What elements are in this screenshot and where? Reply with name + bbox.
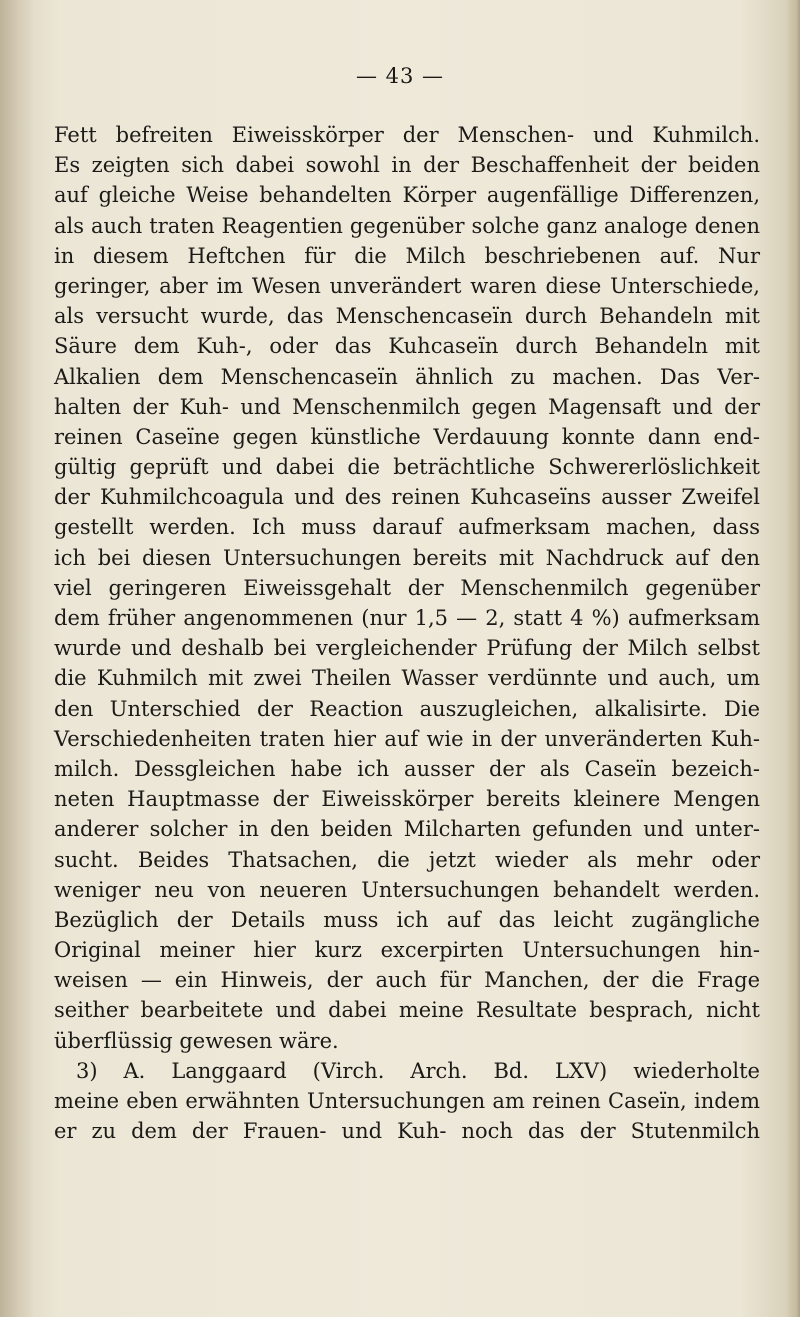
text-line: weniger neu von neueren Untersuchungen behandelt werden.	[54, 877, 760, 902]
text-line: als versucht wurde, das Menschencaseïn durch Behandeln mit	[54, 304, 760, 329]
text-line: Original meiner hier kurz excerpirten Untersuchungen hin-	[54, 938, 760, 963]
text-line: Es zeigten sich dabei sowohl in der Beschaffenheit der beiden	[54, 153, 760, 178]
text-line: reinen Caseïne gegen künstliche Verdauung konnte dann end-	[54, 424, 760, 449]
text-line: gültig geprüft und dabei die beträchtliche Schwererlöslichkeit	[54, 455, 760, 480]
page-binding-shadow	[0, 0, 34, 1317]
text-line: anderer solcher in den beiden Milcharten gefunden und unter-	[54, 817, 760, 842]
text-line: auf gleiche Weise behandelten Körper augenfällige Differenzen,	[54, 183, 760, 208]
text-line: Fett befreiten Eiweisskörper der Menschen- und Kuhmilch.	[54, 123, 760, 147]
text-line: Bezüglich der Details muss ich auf das leicht zugängliche	[54, 907, 760, 932]
body-text	[54, 120, 760, 1146]
text-line: wurde und deshalb bei vergleichender Prüfung der Milch selbst	[54, 636, 760, 661]
text-line: sucht. Beides Thatsachen, die jetzt wieder als mehr oder	[54, 847, 760, 872]
text-line: viel geringeren Eiweissgehalt der Menschenmilch gegenüber	[54, 575, 760, 600]
text-line: Säure dem Kuh-, oder das Kuhcaseïn durch Behandeln mit	[54, 334, 760, 359]
text-line: geringer, aber im Wesen unverändert waren diese Unterschiede,	[54, 273, 760, 298]
text-line: er zu dem der Frauen- und Kuh- noch das der Stutenmilch	[54, 1119, 760, 1144]
text-line: gestellt werden. Ich muss darauf aufmerksam machen, dass	[54, 515, 760, 540]
page-number: — 43 —	[355, 64, 445, 88]
text-line: als auch traten Reagentien gegenüber solche ganz analoge denen	[54, 213, 760, 238]
text-line: meine eben erwähnten Untersuchungen am reinen Caseïn, indem	[54, 1089, 760, 1113]
text-line: weisen — ein Hinweis, der auch für Manchen, der die Frage	[54, 968, 760, 993]
text-line: neten Hauptmasse der Eiweisskörper bereits kleinere Mengen	[54, 787, 760, 812]
text-line: dem früher angenommenen (nur 1,5 — 2, statt 4 %) aufmerksam	[54, 606, 760, 630]
text-line: Verschiedenheiten traten hier auf wie in der unveränderten Kuh-	[54, 726, 760, 751]
text-line: der Kuhmilchcoagula und des reinen Kuhcaseïns ausser Zweifel	[54, 485, 760, 510]
text-line: in diesem Heftchen für die Milch beschriebenen auf. Nur	[54, 243, 760, 268]
text-line: überflüssig gewesen wäre.	[54, 1028, 339, 1053]
page-edge-shadow	[786, 0, 800, 1317]
text-line: Alkalien dem Menschencaseïn ähnlich zu machen. Das Ver-	[54, 364, 760, 389]
text-line: ich bei diesen Untersuchungen bereits mit Nachdruck auf den	[54, 545, 760, 570]
text-line: 3) A. Langgaard (Virch. Arch. Bd. LXV) wiederholte	[76, 1058, 760, 1083]
text-line: die Kuhmilch mit zwei Theilen Wasser verdünnte und auch, um	[54, 666, 760, 691]
text-line: den Unterschied der Reaction auszugleichen, alkalisirte. Die	[54, 696, 760, 721]
text-line: seither bearbeitete und dabei meine Resultate besprach, nicht	[54, 998, 760, 1023]
text-line: milch. Dessgleichen habe ich ausser der als Caseïn bezeich-	[54, 756, 760, 781]
text-line: halten der Kuh- und Menschenmilch gegen Magensaft und der	[54, 394, 760, 419]
